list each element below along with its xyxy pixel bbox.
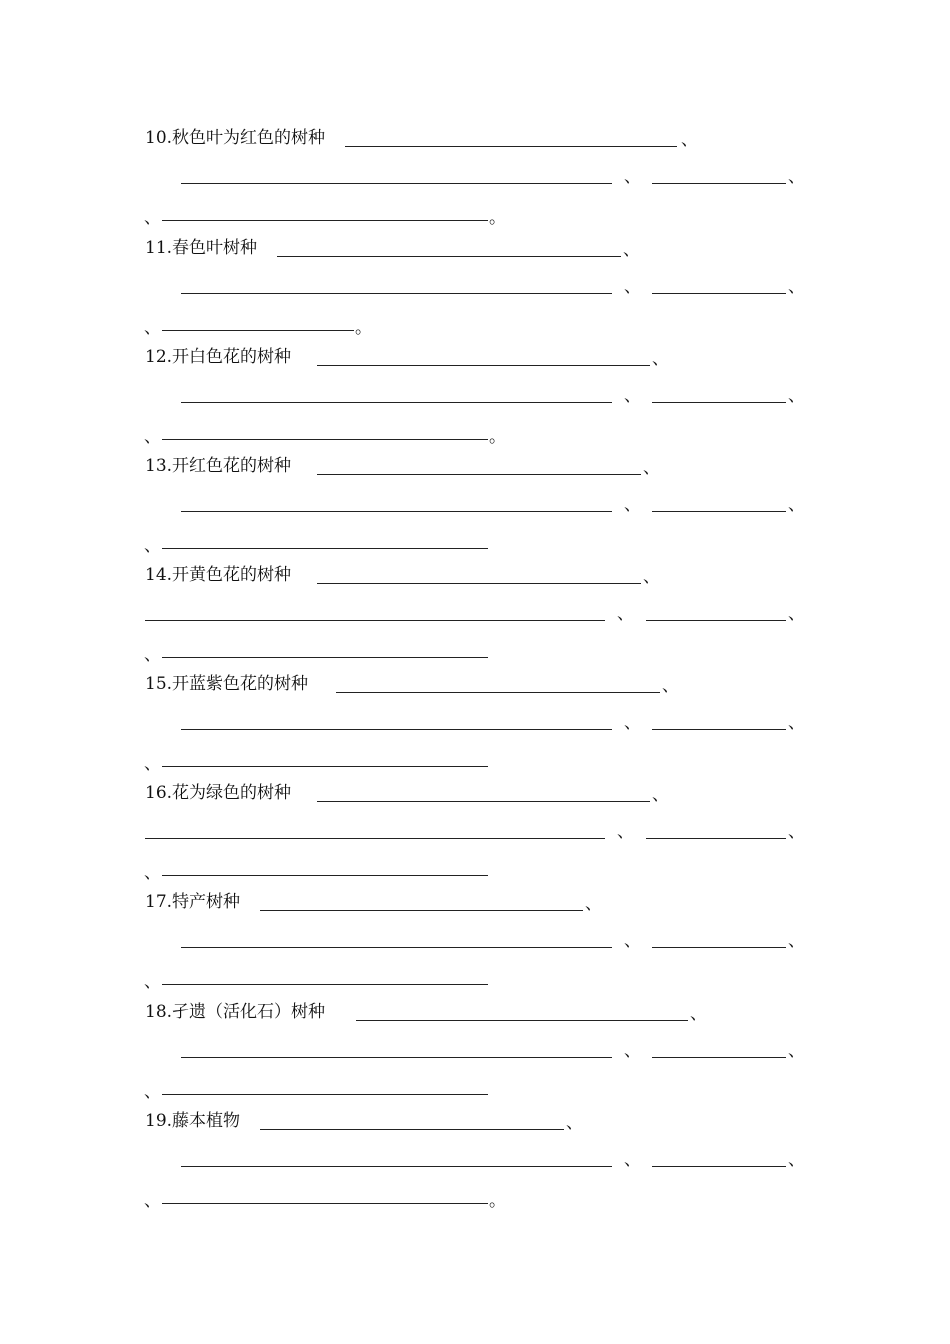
q13-comma-3: 、 [788, 495, 805, 515]
q19-period: 。 [489, 1191, 506, 1211]
q12-period: 。 [489, 427, 506, 447]
q14-comma-2: 、 [617, 604, 634, 624]
q13-comma-4: 、 [144, 536, 161, 556]
q16-comma-3: 、 [788, 822, 805, 842]
q14-blank-4[interactable] [162, 657, 488, 658]
q14-blank-1[interactable] [317, 583, 641, 584]
q18-comma-1: 、 [690, 1004, 707, 1024]
q11-label: 11.春色叶树种 [145, 238, 258, 258]
q10-blank-4[interactable] [162, 220, 488, 221]
q12-comma-3: 、 [788, 386, 805, 406]
q15-blank-2[interactable] [181, 729, 612, 730]
q19-comma-3: 、 [788, 1150, 805, 1170]
q16-blank-3[interactable] [646, 838, 786, 839]
q11-blank-4[interactable] [162, 330, 354, 331]
q19-blank-3[interactable] [652, 1166, 786, 1167]
q17-blank-4[interactable] [162, 984, 488, 985]
q18-comma-3: 、 [788, 1041, 805, 1061]
q13-comma-2: 、 [624, 495, 641, 515]
q15-blank-1[interactable] [336, 692, 660, 693]
q11-blank-1[interactable] [277, 256, 621, 257]
q17-label: 17.特产树种 [145, 892, 241, 912]
q11-period: 。 [355, 318, 372, 338]
q15-comma-3: 、 [788, 713, 805, 733]
q17-blank-1[interactable] [260, 910, 583, 911]
q18-blank-1[interactable] [356, 1020, 688, 1021]
q11-comma-4: 、 [144, 318, 161, 338]
q14-blank-2[interactable] [145, 620, 605, 621]
q11-comma-1: 、 [623, 240, 640, 260]
q17-blank-3[interactable] [652, 947, 786, 948]
q11-blank-3[interactable] [652, 293, 786, 294]
q15-comma-1: 、 [662, 676, 679, 696]
q16-blank-1[interactable] [317, 801, 650, 802]
q18-label: 18.孑遗（活化石）树种 [145, 1002, 326, 1022]
q18-comma-4: 、 [144, 1082, 161, 1102]
q17-blank-2[interactable] [181, 947, 612, 948]
q19-comma-1: 、 [566, 1113, 583, 1133]
q11-comma-2: 、 [624, 277, 641, 297]
q16-blank-4[interactable] [162, 875, 488, 876]
q15-comma-2: 、 [624, 713, 641, 733]
q12-blank-4[interactable] [162, 439, 488, 440]
q17-comma-3: 、 [788, 931, 805, 951]
q14-comma-1: 、 [643, 567, 660, 587]
q12-blank-1[interactable] [317, 365, 650, 366]
q12-blank-3[interactable] [652, 402, 786, 403]
q18-blank-3[interactable] [652, 1057, 786, 1058]
q11-blank-2[interactable] [181, 293, 612, 294]
q12-blank-2[interactable] [181, 402, 612, 403]
q16-comma-1: 、 [652, 785, 669, 805]
q10-blank-2[interactable] [181, 183, 612, 184]
q19-blank-1[interactable] [260, 1129, 564, 1130]
q18-blank-4[interactable] [162, 1094, 488, 1095]
q10-comma-3: 、 [788, 167, 805, 187]
q10-blank-1[interactable] [345, 146, 677, 147]
q14-comma-3: 、 [788, 604, 805, 624]
q14-comma-4: 、 [144, 645, 161, 665]
q19-label: 19.藤本植物 [145, 1111, 241, 1131]
q12-comma-4: 、 [144, 427, 161, 447]
q19-blank-4[interactable] [162, 1203, 488, 1204]
q10-comma-4: 、 [144, 208, 161, 228]
q18-comma-2: 、 [624, 1041, 641, 1061]
q15-blank-3[interactable] [652, 729, 786, 730]
q16-comma-4: 、 [144, 863, 161, 883]
q14-blank-3[interactable] [646, 620, 786, 621]
q13-blank-3[interactable] [652, 511, 786, 512]
q10-period: 。 [489, 208, 506, 228]
q14-label: 14.开黄色花的树种 [145, 565, 292, 585]
q15-blank-4[interactable] [162, 766, 488, 767]
q13-label: 13.开红色花的树种 [145, 456, 292, 476]
q13-comma-1: 、 [643, 458, 660, 478]
q13-blank-4[interactable] [162, 548, 488, 549]
q17-comma-4: 、 [144, 972, 161, 992]
q10-label: 10.秋色叶为红色的树种 [145, 128, 326, 148]
q12-label: 12.开白色花的树种 [145, 347, 292, 367]
q13-blank-1[interactable] [317, 474, 641, 475]
q10-comma-2: 、 [624, 167, 641, 187]
q17-comma-2: 、 [624, 931, 641, 951]
q11-comma-3: 、 [788, 277, 805, 297]
q12-comma-2: 、 [624, 386, 641, 406]
q19-comma-2: 、 [624, 1150, 641, 1170]
q19-comma-4: 、 [144, 1191, 161, 1211]
q12-comma-1: 、 [652, 349, 669, 369]
q17-comma-1: 、 [585, 894, 602, 914]
q13-blank-2[interactable] [181, 511, 612, 512]
q18-blank-2[interactable] [181, 1057, 612, 1058]
q16-comma-2: 、 [617, 822, 634, 842]
q16-label: 16.花为绿色的树种 [145, 783, 292, 803]
q15-comma-4: 、 [144, 754, 161, 774]
q15-label: 15.开蓝紫色花的树种 [145, 674, 309, 694]
q10-comma-1: 、 [681, 130, 698, 150]
q10-blank-3[interactable] [652, 183, 786, 184]
q16-blank-2[interactable] [145, 838, 605, 839]
q19-blank-2[interactable] [181, 1166, 612, 1167]
